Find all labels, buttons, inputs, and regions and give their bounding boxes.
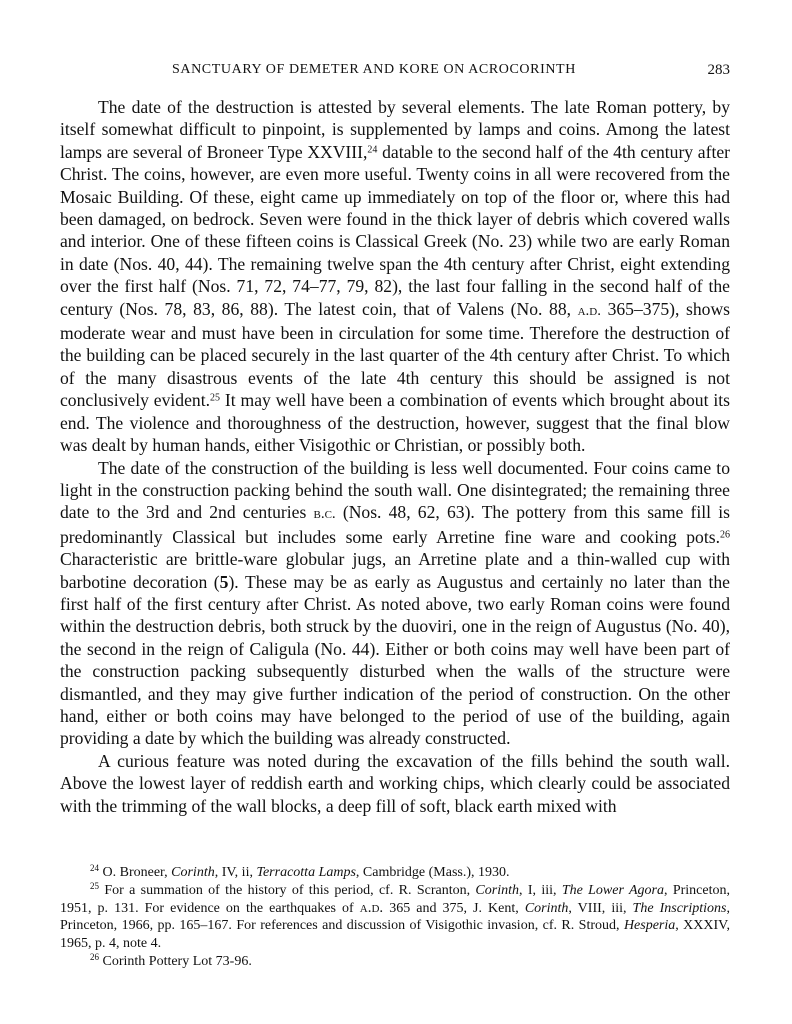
footnote-ref-25[interactable]: 25 <box>210 392 220 404</box>
footnote-ref-24[interactable]: 24 <box>367 144 378 156</box>
paragraph-curious-feature: A curious feature was noted during the excavation of the fills behind the south wall. Above the lowest layer of reddish earth and working chips, which clearly could be associated with the trimming of the wall blocks, a deep fill of soft, black earth mixed with <box>60 750 730 816</box>
paragraph-destruction-date: The date of the destruction is attested by several elements. The late Roman pottery, by itself somewhat difficult to pinpoint, is supplemented by lamps and coins. Among the latest lamps are several of Broneer Type XXVIII,$^{24}$ datable to the second half of the 4th century after Christ. The coins, however, are even more useful. Twenty coins in all were recovered from the Mosaic Building. Of these, eight came up immediately on top of the floor or, where this had been damaged, on bedrock. Seven were found in the thick layer of debris which covered walls and interior. One of these fifteen coins is Classical Greek (No. 23) while two are early Roman in date (Nos. 40, 44). The remaining twelve span the 4th century after Christ, eight extending over the first half (Nos. 71, 72, 74–77, 79, 82), the last four falling in the second half of the century (Nos. 78, 83, 86, 88). The latest coin, that of Valens (No. 88, a.d. 365–375), shows moderate wear and must have been in circulation for some time. Therefore the destruction of the building can be placed securely in the last quarter of the 4th century after Christ. To which of the many disastrous events of the late 4th century this should be assigned is not conclusively evident.$^{25}$ It may well have been a combination of events which brought about its end. The violence and thoroughness of the destruction, however, suggest that the final blow was dealt by human hands, either Visigothic or Christian, or possibly both. <box>60 97 731 456</box>
body-text <box>60 96 730 817</box>
paragraph-construction-date: The date of the construction of the building is less well documented. Four coins came to light in the construction packing behind the south wall. One disintegrated; the remaining three date to the 3rd and 2nd centuries b.c. (Nos. 48, 62, 63). The pottery from this same fill is predominantly Classical but includes some early Arretine fine ware and cooking pots.$^{26}$ Characteristic are brittle-ware globular jugs, an Arretine plate and a thin-walled cup with barbotine decoration (5). These may be as early as Augustus and certainly no later than the first half of the first century after Christ. As noted above, two early Roman coins were found within the destruction debris, both struck by the duoviri, one in the reign of Augustus (No. 40), the second in the reign of Caligula (No. 44). Either or both coins may well have been part of the construction packing subsequently disturbed when the walls of the structure were dismantled, and they may give further indication of the period of construction. On the other hand, either or both coins may have belonged to the period of use of the building, again providing a date by which the building was already constructed. <box>60 457 730 749</box>
page-header <box>60 62 730 84</box>
footnote-25: $^{25}$ For a summation of the history of this period, cf. R. Scranton, Corinth, I, iii, The Lower Agora, Princeton, 1951, p. 131. For evidence on the earthquakes of a.d. 365 and 375, J. Kent, Corinth, VIII, iii, The Inscriptions, Princeton, 1966, pp. 165–167. For references and discussion of Visigothic invasion, cf. R. Stroud, Hesperia, XXXIV, 1965, p. 4, note 4. <box>60 880 730 952</box>
footnote-24: $^{24}$ O. Broneer, Corinth, IV, ii, Terracotta Lamps, Cambridge (Mass.), 1930. <box>90 863 510 880</box>
footnotes <box>60 864 730 971</box>
catalogue-number: 5 <box>219 571 229 592</box>
page-number: 283 <box>707 62 730 78</box>
footnote-26: $^{26}$ Corinth Pottery Lot 73-96. <box>90 952 252 969</box>
running-head: SANCTUARY OF DEMETER AND KORE ON ACROCORINTH <box>172 62 576 77</box>
footnote-ref-26[interactable]: 26 <box>720 529 730 541</box>
